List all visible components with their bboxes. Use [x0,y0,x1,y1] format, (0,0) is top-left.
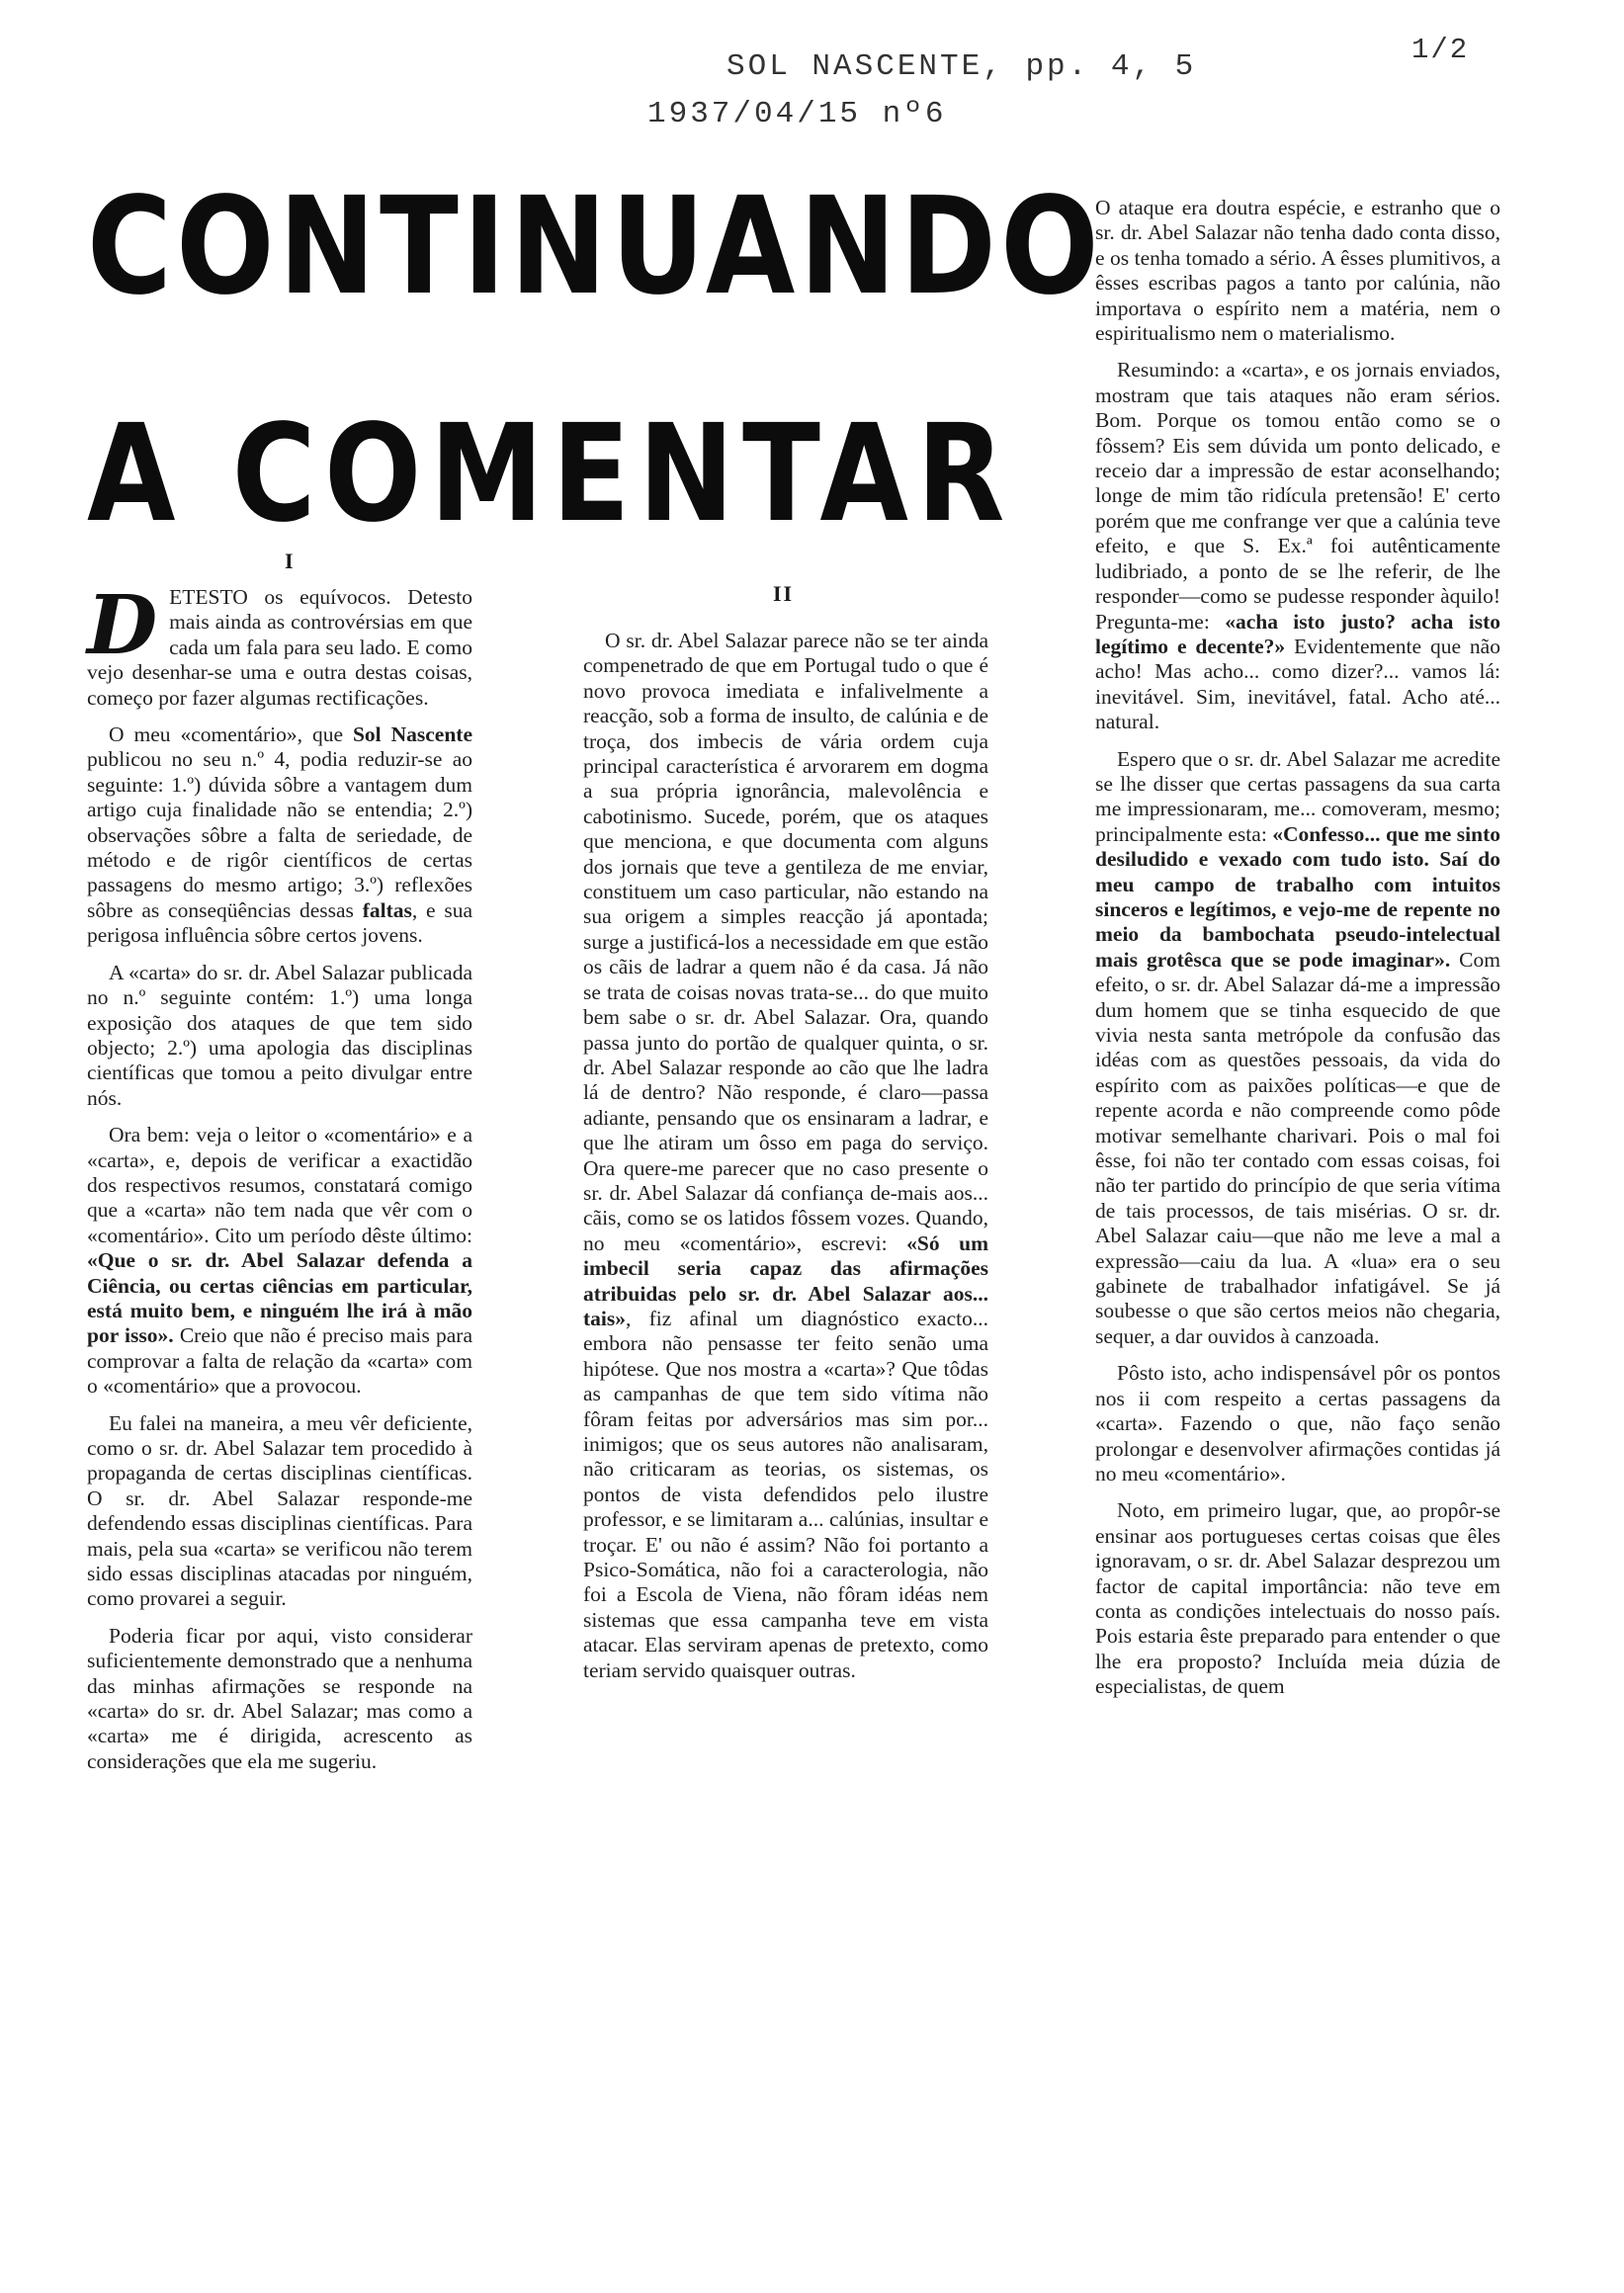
paragraph-text: O sr. dr. Abel Salazar parece não se ter ainda compenetrado de que em Portugal tudo o que é novo provoca imediata e infalivelmente a reacção, sob a forma de insulto, de calúnia e de troça, dos imbecis de vária ordem cuja principal característica é arvorarem em dogma a sua própria ignorância, malevolência e cabotinismo. Sucede, porém, que os ataques que menciona, e que documenta com alguns dos jornais que teve a gentileza de me enviar, constituem um caso particular, não estando na sua origem a simples reacção já apontada; surge a justificá-los a necessidade em que estão os cãis de ladrar a quem não é da casa. Já não se trata de coisas novas trata-se... do que muito bem sabe o sr. dr. Abel Salazar. Ora, quando passa junto do portão de qualquer quinta, o sr. dr. Abel Salazar responde ao cão que lhe ladra lá de dentro? Não responde, é claro—passa adiante, pensando que os ensinaram a ladrar, e que lhe atiram um ôsso em paga do serviço. Ora quere-me parecer que no caso presente o sr. dr. Abel Salazar dá confiança de-mais aos... cãis, como se os latidos fôssem vozes. Quando, no meu «comentário», escrevi: [583,629,988,1255]
section-number-1: I [285,549,296,573]
paragraph-text: Ora bem: veja o leitor o «comentário» e a «carta», e, depois de verificar a exactidão dos respectivos resumos, constatará comigo que a «carta» não tem nada que vêr com o «comentário». Cito um período dêste último: [87,1123,472,1247]
paragraph-text: Com efeito, o sr. dr. Abel Salazar dá-me a impressão dum homem que se tinha esquecido de que vivia nesta santa metrópole da confusão das idéas com as questões pessoais, da vida do espírito com as paixões políticas—e que de repente acorda e não compreende como pôde motivar semelhante charivari. Pois o mal foi êsse, foi não ter contado com essas coisas, foi não ter partido do princípio de que seria vítima de tais processos, de tais misérias. O sr. dr. Abel Salazar caiu—que não me leve a mal a expressão—caiu da lua. A «lua» era o seu gabinete de trabalhador infatigável. Se já soubesse o que são certos meios não chegaria, sequer, a dar ouvidos à canzoada. [1095,947,1500,1348]
drop-cap: D [87,578,158,673]
quote-text: «acha isto justo? acha isto legítimo e decente?» [1095,609,1500,658]
paragraph [1095,747,1500,1350]
article-column-3 [1095,196,1500,1712]
headline-line-1: CONTINUANDO [87,169,1103,325]
quote-text: «Confesso... que me sinto desiludido e vexado com tudo isto. Saí do meu campo de trabalho com intuitos sinceros e legítimos, e vejo-me de repente no meio da bambochata pseudo-intelectual mais grotêsca que se pode imaginar». [1095,821,1500,972]
paragraph-text: Creio que não é preciso mais para comprovar a falta de relação da «carta» com o «comentário» que a provocou. [87,1323,472,1399]
section-number-2: II [773,581,795,606]
paragraph-text: O meu «comentário», que [109,722,353,747]
paragraph-text: Evidentemente que não acho! Mas acho... como dizer?... vamos lá: inevitável. Sim, inevitável, fatal. Acho até... natural. [1095,634,1500,734]
article-column-2 [583,629,988,1695]
paragraph [87,578,472,711]
quote-text: «Que o sr. dr. Abel Salazar defenda a Ciência, ou certas ciências em particular, está muito bem, e ninguém lhe irá à mão por isso». [87,1248,472,1348]
paragraph: O ataque era doutra espécie, e estranho que o sr. dr. Abel Salazar não tenha dado conta disso, e os tenha tomado a sério. A êsses plumitivos, a êsses escribas pagos a tanto por calúnia, não importava o espírito nem a matéria, nem o espiritualismo nem o materialismo. [1095,196,1500,346]
paragraph: Poderia ficar por aqui, visto considerar suficientemente demonstrado que a nenhuma das minhas afirmações se responde na «carta» do sr. dr. Abel Salazar; mas como a «carta» me é dirigida, acrescento as considerações que ela me sugeriu. [87,1623,472,1773]
article-column-1 [87,578,473,1786]
date-issue-header: 1937/04/15 nº6 [647,97,947,131]
paragraph-text: , e sua perigosa influência sôbre certos jovens. [87,897,473,948]
paragraph: Noto, em primeiro lugar, que, ao propôr-se ensinar aos portugueses certas coisas que êles ignoravam, o sr. dr. Abel Salazar desprezou um factor de capital importância: não teve em conta as condições intelectuais do nosso país. Pois estaria êste preparado para entender o que lhe era proposto? Incluída meia dúzia de especialistas, de quem [1095,1498,1500,1699]
paragraph: Eu falei na maneira, a meu vêr deficiente, como o sr. dr. Abel Salazar tem procedido à propaganda de certas disciplinas científicas. O sr. dr. Abel Salazar responde-me defendendo essas disciplinas científicas. Para mais, pela sua «carta» se verificou não terem sido essas disciplinas atacadas por ninguém, como provarei a seguir. [87,1410,472,1611]
paragraph-text: Resumindo: a «carta», e os jornais enviados, mostram que tais ataques não eram sérios. Bom. Porque os tomou então como se o fôssem? Eis sem dúvida um ponto delicado, e receio dar a impressão de estar aconselhando; longe de mim tão ridícula pretensão! E' certo porém que me confrange ver que a calúnia teve efeito, e que S. Ex.ª foi autênticamente ludibriado, a ponto de se lhe referir, de lhe responder—como se pudesse responder àquilo! Pregunta-me: [1095,358,1500,634]
paragraph-text: ETESTO os equívocos. Detesto mais ainda as controvérsias em que cada um fala para seu lado. E como vejo desenhar-se uma e outra destas coisas, começo por fazer algumas rectificações. [87,585,472,710]
paragraph-text: publicou no seu n.º 4, podia reduzir-se ao seguinte: 1.º) dúvida sôbre a vantagem dum artigo cuja finalidade não se entendia; 2.º) observações sôbre a falta de seriedade, de método e de rigôr científicos de certas passagens do mesmo artigo; 3.º) reflexões sôbre as conseqüências dessas [87,747,472,922]
emphasis-text: Sol Nascente [352,722,472,747]
paragraph-text: , fiz afinal um diagnóstico exacto... embora não pensasse ter feito senão uma hipótese. Que nos mostra a «carta»? Que tôdas as campanhas de que tem sido vítima não fôram feitas por adversários mas sim por... inimigos; que os seus autores não analisaram, não criticaram as teorias, os sistemas, os pontos de vista defendidos pelo ilustre professor, e se limitaram a... calúnias, insultar e troçar. E' ou não é assim? Não foi portanto a Psico-Somática, não foi a caracterologia, não foi a Escola de Viena, não fôram idéas nem sistemas que essa campanha teve em vista atacar. Elas serviram apenas de pretexto, como teriam servido quaisquer outras. [583,1306,988,1682]
paragraph [87,1123,472,1399]
paragraph [583,629,988,1683]
paragraph: A «carta» do sr. dr. Abel Salazar publicada no n.º seguinte contém: 1.º) uma longa exposição dos ataques de que tem sido objecto; 2.º) uma apologia das disciplinas científicas que tomou a peito divulgar entre nós. [87,960,472,1110]
paragraph [1095,358,1500,734]
publication-header: SOL NASCENTE, pp. 4, 5 [727,49,1197,84]
paragraph: Pôsto isto, acho indispensável pôr os pontos nos ii com respeito a certas passagens da «carta». Fazendo o que, não faço senão prolongar e desenvolver afirmações contidas já no meu «comentário». [1095,1361,1500,1486]
emphasis-text: faltas [362,897,412,922]
headline-line-2: A COMENTAR [87,396,1013,552]
quote-text: «Só um imbecil seria capaz das afirmações atribuidas pelo sr. dr. Abel Salazar aos... tais» [583,1231,989,1330]
paragraph [87,722,472,949]
page-number: 1/2 [1411,34,1470,66]
paragraph-text: Espero que o sr. dr. Abel Salazar me acredite se lhe disser que certas passagens da sua carta me impressionaram, me... comoveram, mesmo; principalmente esta: [1095,746,1500,846]
